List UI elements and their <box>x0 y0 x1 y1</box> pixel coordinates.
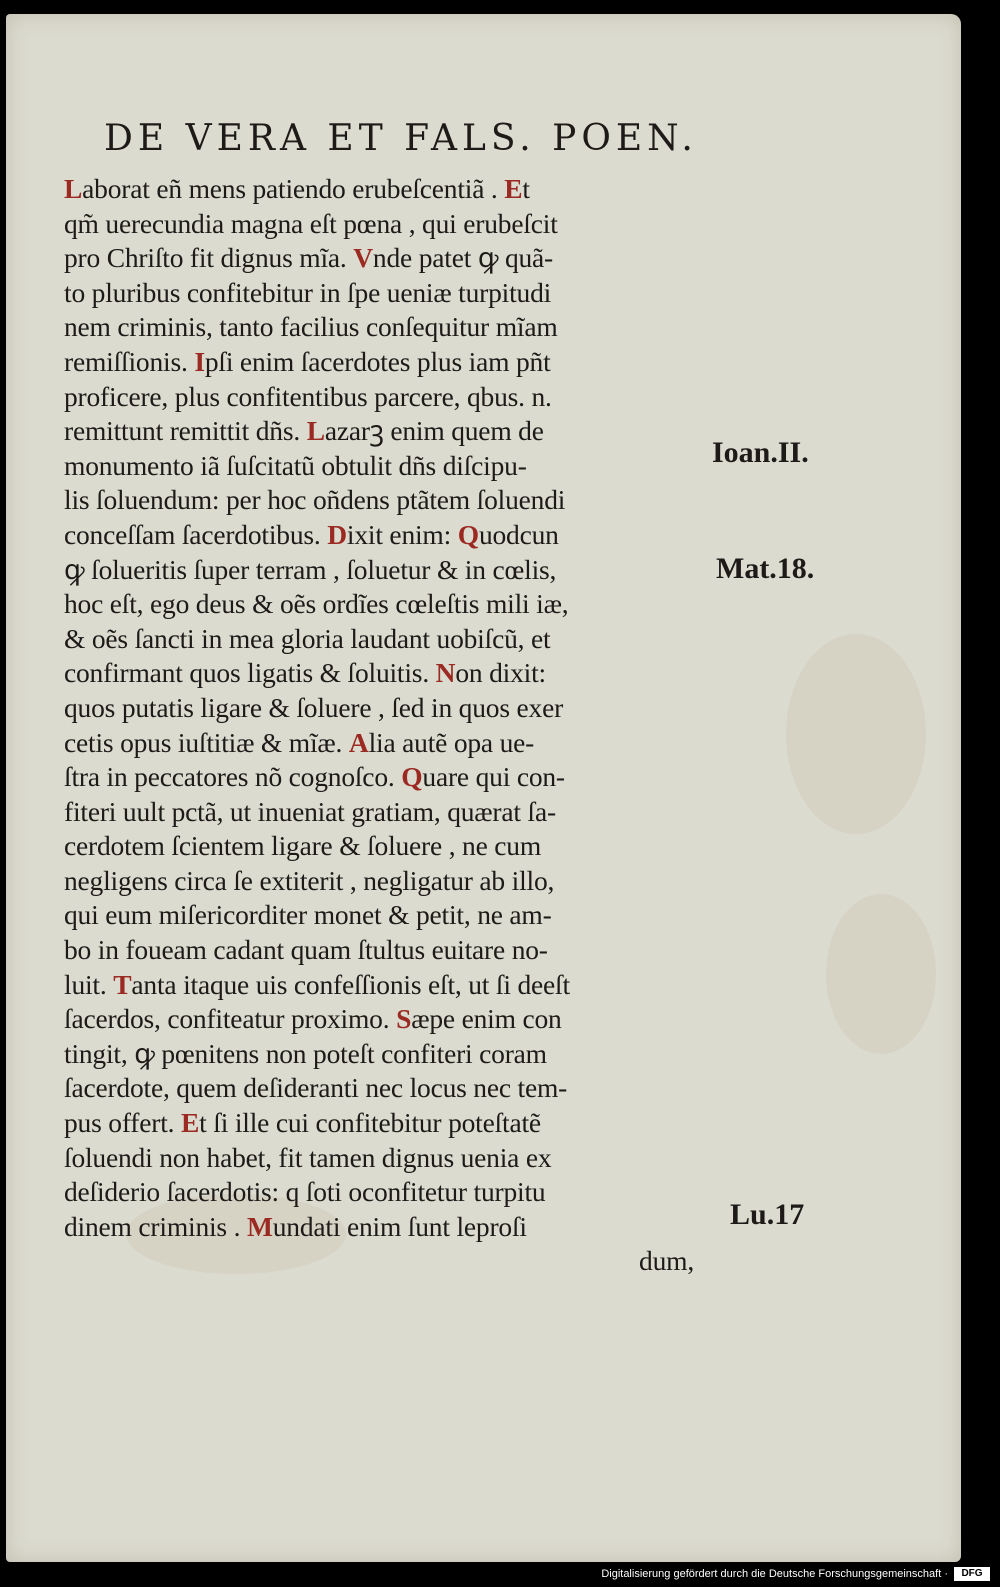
footer-bar <box>0 1563 1000 1587</box>
text-line <box>64 933 704 968</box>
funding-notice: Digitalisierung gefördert durch die Deutsche Forschungsgemeinschaft · <box>601 1568 948 1580</box>
text-line <box>64 726 704 761</box>
rubricated-initial: N <box>435 657 456 689</box>
rubricated-initial: Q <box>457 518 479 550</box>
text-line <box>64 276 704 311</box>
text-segment: dum, <box>639 1245 694 1277</box>
text-segment: undati enim ſunt leproſi <box>272 1210 527 1242</box>
text-segment: luit. <box>64 968 114 1000</box>
text-line <box>64 1175 704 1210</box>
text-segment: ſacerdote, quem deſideranti nec locus nec tem- <box>64 1072 568 1104</box>
text-segment: qm̃ uerecundia magna eſt pœna , qui erubeſcit <box>64 207 558 239</box>
text-segment: to pluribus confitebitur in ſpe ueniæ turpitudi <box>64 276 552 308</box>
rubricated-initial: Q <box>401 761 423 793</box>
rubricated-initial: T <box>113 968 132 1000</box>
text-segment: remiſſionis. <box>64 345 195 377</box>
text-segment: aborat eñ mens patiendo erubeſcentiã . <box>82 173 505 204</box>
text-segment: proficere, plus confitentibus parcere, qbus. n. <box>64 380 552 412</box>
text-line <box>64 518 704 553</box>
rubricated-initial: L <box>306 415 325 447</box>
text-line <box>64 172 704 207</box>
text-line <box>64 207 704 242</box>
text-segment: confirmant quos ligatis & ſoluitis. <box>64 657 436 689</box>
text-line <box>64 1106 704 1141</box>
dfg-logo: DFG <box>954 1567 990 1581</box>
text-segment: & oẽs ſancti in mea gloria laudant uobiſcũ, et <box>64 622 551 654</box>
text-line <box>64 760 704 795</box>
rubricated-initial: V <box>353 242 373 274</box>
text-line <box>64 1210 704 1245</box>
paper-stain <box>786 634 926 834</box>
text-segment: t <box>522 173 530 204</box>
text-segment: nde patet ꝙ quã- <box>372 242 554 274</box>
text-segment: dinem criminis . <box>64 1210 247 1242</box>
paper-stain <box>826 894 936 1054</box>
text-segment: bo in foueam cadant quam ſtultus euitare no- <box>64 934 548 966</box>
text-line <box>64 829 704 864</box>
text-line <box>64 1141 704 1176</box>
margin-note-lu: Lu.17 <box>730 1198 805 1231</box>
text-segment: deſiderio ſacerdotis: q ſoti oconfitetur turpitu <box>64 1176 546 1208</box>
text-segment: ꝙ ſolueritis ſuper terram , ſoluetur & in cœlis, <box>64 553 557 585</box>
text-line <box>64 691 704 726</box>
text-segment: pro Chriſto fit dignus mĩa. <box>64 242 354 274</box>
text-segment: qui eum miſericorditer monet & petit, ne am- <box>64 899 552 931</box>
text-line <box>64 414 704 449</box>
text-segment: conceſſam ſacerdotibus. <box>64 518 328 550</box>
text-segment: ixit enim: <box>346 518 458 550</box>
text-segment: uare qui con- <box>422 761 565 793</box>
text-segment: cerdotem ſcientem ligare & ſoluere , ne cum <box>64 830 542 862</box>
text-segment: remittunt remittit dñs. <box>64 415 307 447</box>
text-segment: ſoluendi non habet, fit tamen dignus uenia ex <box>64 1141 552 1173</box>
rubricated-initial: D <box>327 518 347 550</box>
rubricated-initial: L <box>64 173 83 204</box>
rubricated-initial: A <box>348 726 369 758</box>
text-line <box>64 380 704 415</box>
text-line <box>64 587 704 622</box>
text-segment: on dixit: <box>455 657 546 689</box>
text-segment: lia autẽ opa ue- <box>368 726 535 758</box>
text-line <box>64 968 704 1003</box>
text-line <box>64 795 704 830</box>
text-line <box>64 241 704 276</box>
text-line <box>64 1037 704 1072</box>
text-segment: cetis opus iuſtitiæ & mĩæ. <box>64 726 349 758</box>
margin-note-mat: Mat.18. <box>716 552 815 585</box>
text-line <box>64 483 704 518</box>
running-header: DE VERA ET FALS. POEN. <box>104 118 698 159</box>
text-line <box>64 449 704 484</box>
text-segment: anta itaque uis confeſſionis eſt, ut ſi deeſt <box>131 968 570 1000</box>
text-segment: ſtra in peccatores nõ cognoſco. <box>64 761 402 793</box>
text-line <box>64 1244 704 1279</box>
text-segment: lis ſoluendum: per hoc oñdens ptãtem ſoluendi <box>64 484 566 516</box>
rubricated-initial: M <box>246 1210 273 1242</box>
text-segment: æpe enim con <box>411 1003 562 1035</box>
text-segment: ſacerdos, confiteatur proximo. <box>64 1003 397 1035</box>
text-segment: monumento iã ſuſcitatũ obtulit dñs diſcipu- <box>64 449 527 481</box>
rubricated-initial: E <box>181 1107 200 1139</box>
text-line <box>64 310 704 345</box>
text-line <box>64 864 704 899</box>
text-line <box>64 345 704 380</box>
rubricated-initial: E <box>504 173 523 204</box>
text-block <box>64 172 704 1279</box>
text-line <box>64 656 704 691</box>
rubricated-initial: S <box>396 1003 412 1035</box>
text-line <box>64 622 704 657</box>
text-line <box>64 1071 704 1106</box>
text-segment: fiteri uult pctã, ut inueniat gratiam, quærat ſa- <box>64 795 556 827</box>
text-segment: uodcun <box>478 518 559 550</box>
text-segment: pus offert. <box>64 1107 181 1139</box>
text-segment: tingit, ꝙ pœnitens non poteſt confiteri coram <box>64 1037 547 1069</box>
text-segment: quos putatis ligare & ſoluere , ſed in quos exer <box>64 691 564 723</box>
text-line <box>64 898 704 933</box>
rubricated-initial: I <box>194 345 205 377</box>
text-segment: azarꝫ enim quem de <box>324 415 544 447</box>
text-line <box>64 1002 704 1037</box>
text-segment: hoc eſt, ego deus & oẽs ordĩes cœleſtis mili iæ, <box>64 588 569 620</box>
text-line <box>64 553 704 588</box>
text-segment: pſi enim ſacerdotes plus iam pñt <box>204 345 551 377</box>
text-segment: nem criminis, tanto facilius conſequitur mĩam <box>64 311 558 343</box>
text-segment: negligens circa ſe extiterit , negligatur ab illo, <box>64 864 555 896</box>
margin-note-ioan: Ioan.II. <box>712 436 809 469</box>
text-segment: t ſi ille cui confitebitur poteſtatẽ <box>199 1107 541 1139</box>
